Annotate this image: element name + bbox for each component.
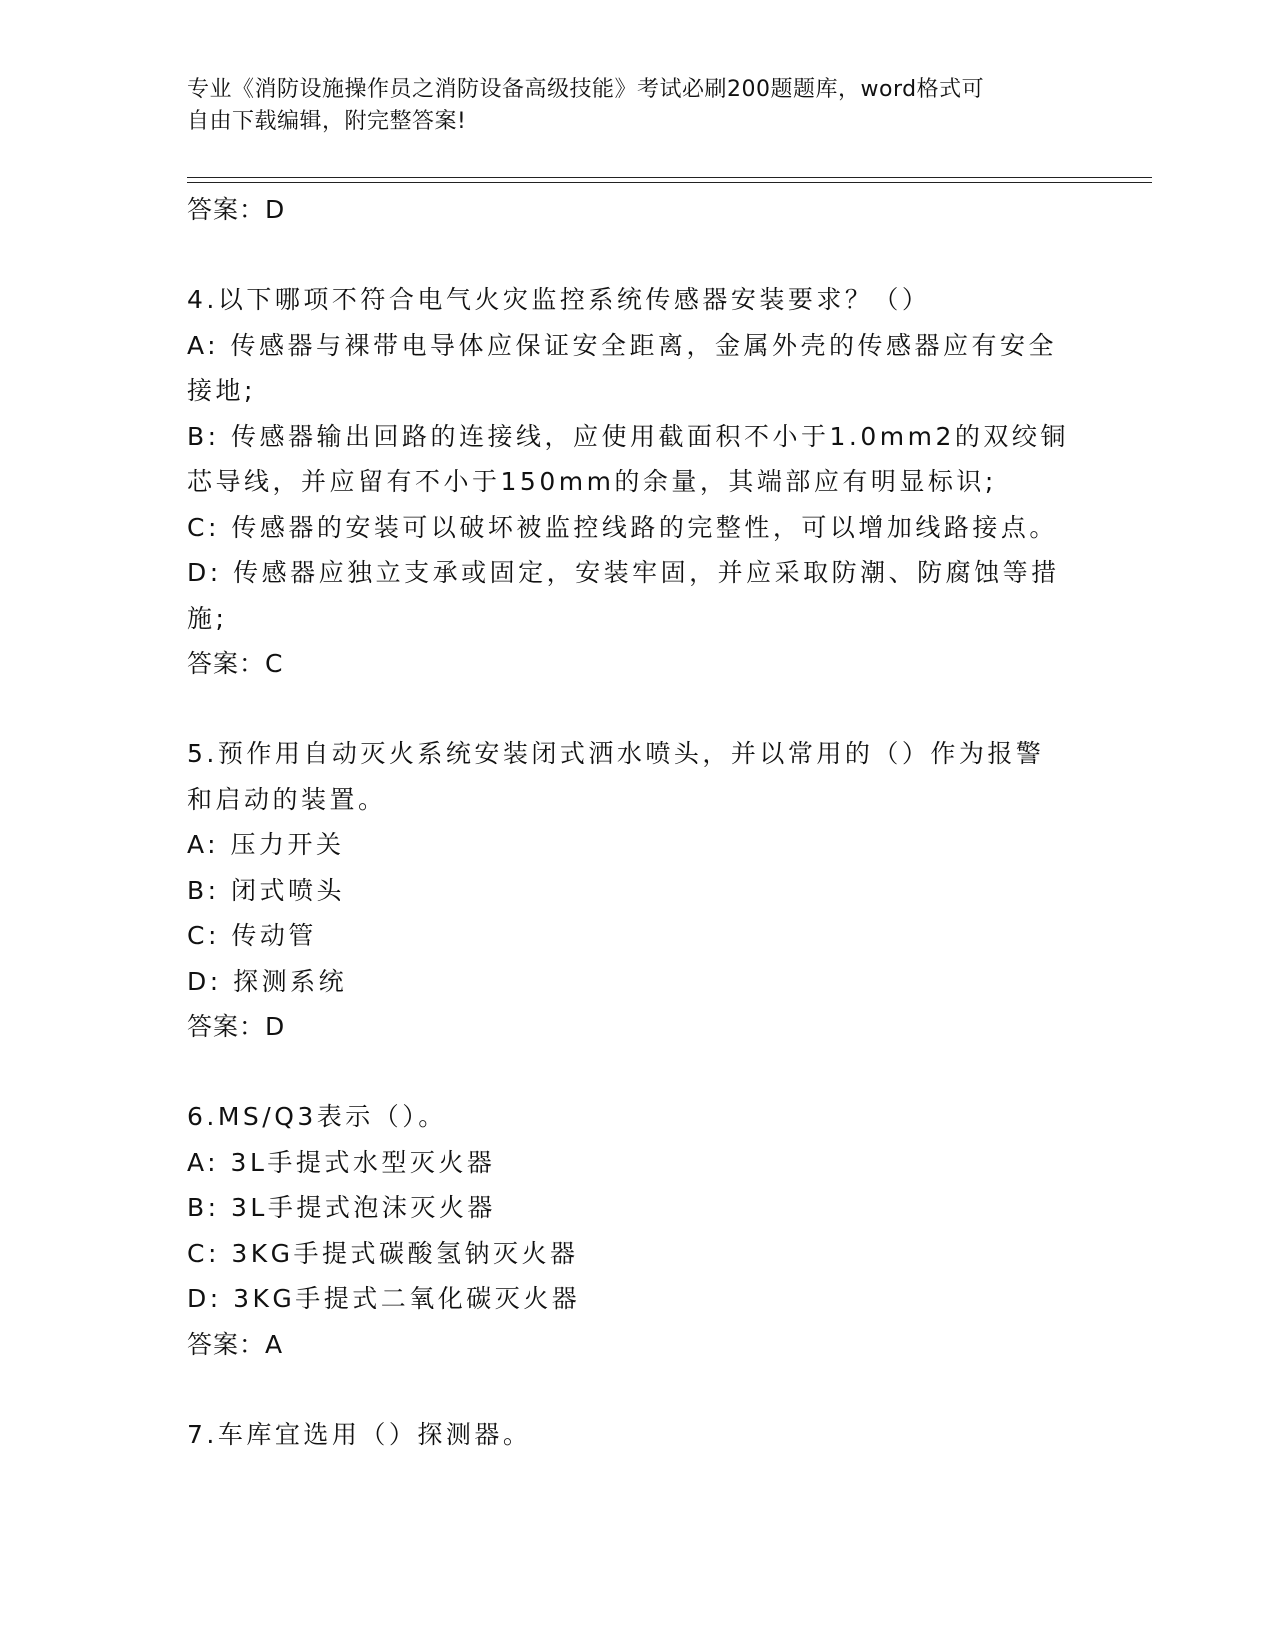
header-divider-top: [187, 177, 1152, 178]
document-header: [187, 74, 1067, 138]
question-text: 4.以下哪项不符合电气火灾监控系统传感器安装要求？（）: [187, 285, 931, 314]
option-a: A: 传感器与裸带电导体应保证安全距离，金属外壳的传感器应有安全: [187, 330, 1058, 360]
option-b: B: 传感器输出回路的连接线，应使用截面积不小于1.0mm2的双绞铜: [187, 421, 1069, 451]
option-c: C: 传感器的安装可以破坏被监控线路的完整性，可以增加线路接点。: [187, 512, 1058, 542]
question-text: 5.预作用自动灭火系统安装闭式洒水喷头，并以常用的（）作为报警: [187, 739, 1045, 768]
option-d-cont: 施;: [187, 603, 228, 633]
question-text: 7.车库宜选用（）探测器。: [187, 1419, 532, 1449]
option-b-cont: 芯导线，并应留有不小于150mm的余量，其端部应有明显标识;: [187, 467, 997, 496]
question-7: [187, 1412, 1087, 1458]
answer-prev: 答案：D: [187, 195, 286, 224]
spacer: [187, 232, 1087, 277]
spacer: [187, 686, 1087, 731]
option-b: B: 闭式喷头: [187, 875, 346, 905]
header-line-2: 自由下载编辑，附完整答案!: [187, 109, 467, 134]
answer-q5: 答案：D: [187, 1012, 286, 1041]
question-4: [187, 277, 1087, 686]
option-b: B: 3L手提式泡沫灭火器: [187, 1193, 496, 1222]
header-line-1: 专业《消防设施操作员之消防设备高级技能》考试必刷200题题库，word格式可: [187, 77, 985, 102]
option-d: D: 传感器应独立支承或固定，安装牢固，并应采取防潮、防腐蚀等措: [187, 558, 1060, 587]
answer-q4: 答案：C: [187, 649, 284, 678]
option-c: C: 3KG手提式碳酸氢钠灭火器: [187, 1238, 579, 1268]
spacer: [187, 1049, 1087, 1094]
question-5: [187, 731, 1087, 1049]
option-d: D: 3KG手提式二氧化碳灭火器: [187, 1284, 581, 1313]
document-body: [187, 187, 1087, 1457]
option-c: C: 传动管: [187, 921, 317, 950]
answer-q6: 答案：A: [187, 1329, 284, 1359]
question-text: 6.MS/Q3表示（）。: [187, 1102, 447, 1131]
option-a: A: 3L手提式水型灭火器: [187, 1147, 496, 1177]
header-divider-bottom: [187, 182, 1152, 183]
question-6: [187, 1094, 1087, 1367]
option-d: D: 探测系统: [187, 966, 348, 996]
option-a-cont: 接地;: [187, 376, 256, 405]
question-text-cont: 和启动的装置。: [187, 784, 387, 814]
spacer: [187, 1367, 1087, 1412]
option-a: A: 压力开关: [187, 830, 345, 859]
